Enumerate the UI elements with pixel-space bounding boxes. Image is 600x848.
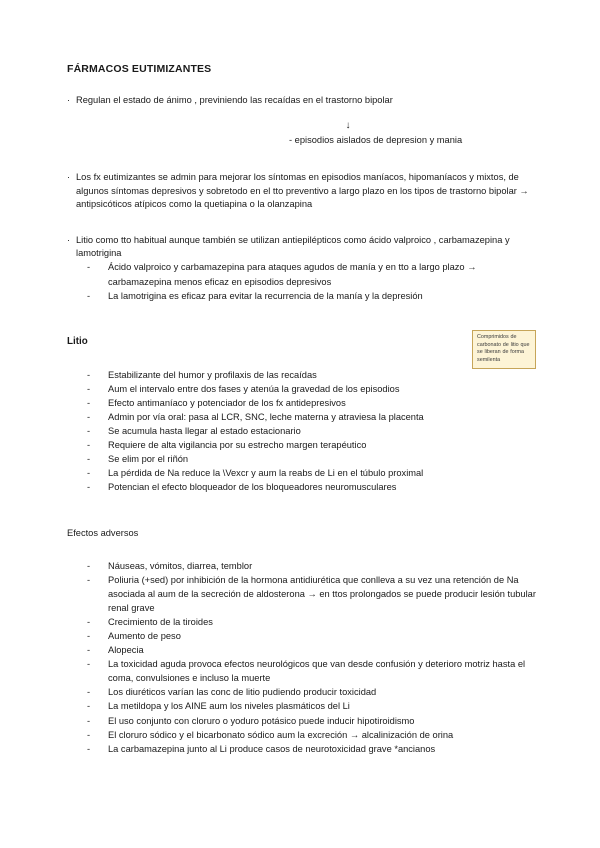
bullet-dot-icon: · xyxy=(67,94,71,105)
intro-bullet-3 xyxy=(67,234,537,260)
list-item-text: La lamotrigina es eficaz para evitar la recurrencia de la manía y la depresión xyxy=(108,290,423,301)
bullet-dash-icon: - xyxy=(87,426,91,437)
bullet-dash-icon: - xyxy=(87,687,91,698)
bullet-dash-icon: - xyxy=(87,560,91,571)
litio-sub-bullet-list xyxy=(67,260,537,302)
list-item-text: Requiere de alta vigilancia por su estrecho margen terapéutico xyxy=(108,440,367,451)
list-item-text: El cloruro sódico y el bicarbonato sódico aum la excreción → alcalinización de orina xyxy=(108,729,454,740)
list-item-text: La metildopa y los AINE aum los niveles plasmáticos del Li xyxy=(108,701,350,712)
list-item xyxy=(67,615,537,629)
list-item xyxy=(67,382,537,396)
intro-bullet-1-text: Regulan el estado de ánimo , previniendo las recaídas en el trastorno bipolar xyxy=(76,95,393,105)
list-item xyxy=(67,452,537,466)
bullet-dash-icon: - xyxy=(87,411,91,422)
list-item-text: Crecimiento de la tiroides xyxy=(108,616,213,627)
bullet-dash-icon: - xyxy=(87,729,91,740)
bullet-dash-icon: - xyxy=(87,454,91,465)
list-item-text: El uso conjunto con cloruro o yoduro potásico puede inducir hipotiroidismo xyxy=(108,715,415,726)
list-item-text: La pérdida de Na reduce la \Vexcr y aum la reabs de Li en el túbulo proximal xyxy=(108,468,424,479)
down-arrow-icon: ↓ xyxy=(345,120,351,132)
list-item-text: La toxicidad aguda provoca efectos neurológicos que van desde confusión y deterioro motriz hasta el coma, convulsiones e incluso la muerte xyxy=(108,659,526,684)
page-title: FÁRMACOS EUTIMIZANTES xyxy=(67,63,212,75)
list-item-text: Potencian el efecto bloqueador de los bloqueadores neuromusculares xyxy=(108,482,397,493)
bullet-dash-icon: - xyxy=(87,397,91,408)
list-item-text: Efecto antimaníaco y potenciador de los fx antidepresivos xyxy=(108,397,346,408)
callout-box-comprimidos xyxy=(472,330,536,369)
arrow-note: - episodios aislados de depresion y mania xyxy=(289,135,463,146)
list-item xyxy=(67,438,537,452)
bullet-dash-icon: - xyxy=(87,574,91,585)
list-item xyxy=(67,424,537,438)
list-item xyxy=(67,728,537,742)
list-item-text: Alopecia xyxy=(108,645,144,656)
list-item xyxy=(67,289,537,303)
list-item-text: Admin por vía oral: pasa al LCR, SNC, leche materna y atraviesa la placenta xyxy=(108,411,424,422)
bullet-dash-icon: - xyxy=(87,440,91,451)
bullet-dash-icon: - xyxy=(87,645,91,656)
intro-bullet-2-text: Los fx eutimizantes se admin para mejorar los síntomas en episodios maníacos, hipomaníacos y mixtos, de algunos síntomas depresivos y sobretodo en el tto preventivo a largo plazo en los tipos de trastorno bipolar → antipsicóticos atípicos como la quetiapina o la olanzapina xyxy=(76,172,529,209)
bullet-dash-icon: - xyxy=(87,715,91,726)
callout-box-text: Comprimidos de carbonato de litio que se liberan de forma semilenta xyxy=(477,334,530,363)
list-item-text: Ácido valproico y carbamazepina para ataques agudos de manía y en tto a largo plazo → carbamazepina menos eficaz en episodios depresivos xyxy=(108,262,477,287)
bullet-dash-icon: - xyxy=(87,383,91,394)
litio-item-list xyxy=(67,368,537,495)
efectos-item-list xyxy=(67,559,537,756)
list-item xyxy=(67,368,537,382)
bullet-dash-icon: - xyxy=(87,701,91,712)
spacer xyxy=(67,495,537,527)
section-heading-litio: Litio xyxy=(67,335,88,347)
bullet-dash-icon: - xyxy=(87,290,91,301)
spacer xyxy=(67,303,537,335)
list-item xyxy=(67,685,537,699)
bullet-dash-icon: - xyxy=(87,369,91,380)
bullet-dash-icon: - xyxy=(87,468,91,479)
list-item xyxy=(67,629,537,643)
spacer xyxy=(67,149,537,171)
list-item xyxy=(67,742,537,756)
list-item xyxy=(67,714,537,728)
list-item-text: Los diuréticos varían las conc de litio pudiendo producir toxicidad xyxy=(108,687,377,698)
intro-bullet-3-text: Litio como tto habitual aunque también se utilizan antiepilépticos como ácido valproico , carbamazepina y lamotrigina xyxy=(76,235,510,259)
list-item-text: Náuseas, vómitos, diarrea, temblor xyxy=(108,560,253,571)
bullet-dot-icon: · xyxy=(67,234,71,245)
list-item-text: Se elim por el riñón xyxy=(108,454,189,465)
document-content xyxy=(67,63,537,756)
list-item xyxy=(67,699,537,713)
list-item-text: Poliuria (+sed) por inhibición de la hormona antidiurética que conlleva a su vez una retención de Na asociada al aum de la secreción de aldosterona → en ttos prolongados se puede producir lesión tubular renal grave xyxy=(108,574,536,613)
bullet-dash-icon: - xyxy=(87,482,91,493)
bullet-dash-icon: - xyxy=(87,616,91,627)
list-item xyxy=(67,466,537,480)
list-item-text: La carbamazepina junto al Li produce casos de neurotoxicidad grave *ancianos xyxy=(108,743,436,754)
list-item-text: Estabilizante del humor y profilaxis de las recaídas xyxy=(108,369,317,380)
list-item xyxy=(67,480,537,494)
section-heading-efectos-adversos: Efectos adversos xyxy=(67,527,139,538)
list-item-text: Aum el intervalo entre dos fases y atenúa la gravedad de los episodios xyxy=(108,383,400,394)
list-item-text: Aumento de peso xyxy=(108,631,181,642)
bullet-dash-icon: - xyxy=(87,262,91,273)
list-item xyxy=(67,260,537,288)
list-item xyxy=(67,396,537,410)
list-item xyxy=(67,657,537,685)
bullet-dash-icon: - xyxy=(87,743,91,754)
list-item-text: Se acumula hasta llegar al estado estacionario xyxy=(108,426,301,437)
bullet-dot-icon: · xyxy=(67,171,71,182)
intro-bullet-2 xyxy=(67,171,537,211)
bullet-dash-icon: - xyxy=(87,631,91,642)
intro-bullet-1 xyxy=(67,94,537,107)
bullet-dash-icon: - xyxy=(87,659,91,670)
list-item xyxy=(67,559,537,573)
list-item xyxy=(67,410,537,424)
spacer xyxy=(67,224,537,234)
list-item xyxy=(67,643,537,657)
list-item xyxy=(67,573,537,615)
